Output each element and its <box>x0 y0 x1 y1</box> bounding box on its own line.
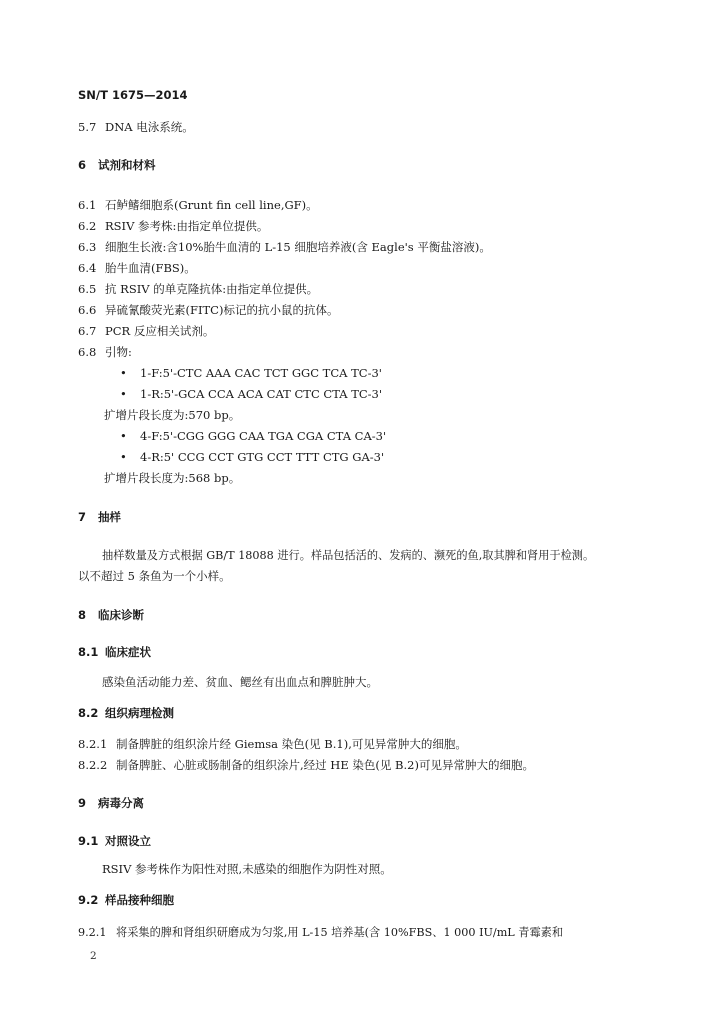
clause-text: 制备脾脏的组织涂片经 Giemsa 染色(见 B.1),可见异常肿大的细胞。 <box>116 737 467 751</box>
section-title: 抽样 <box>98 510 121 524</box>
primer-item <box>120 387 382 402</box>
clause-text: 细胞生长液:含10%胎牛血清的 L-15 细胞培养液(含 Eagle's 平衡盐溶液)。 <box>105 240 491 254</box>
paragraph-line: 感染鱼活动能力差、贫血、鳃丝有出血点和脾脏肿大。 <box>102 675 378 689</box>
clause-text: RSIV 参考株:由指定单位提供。 <box>105 219 269 233</box>
paragraph-line: 以不超过 5 条鱼为一个小样。 <box>78 569 231 583</box>
section-title: 临床诊断 <box>98 608 144 622</box>
subsection-8-2-heading <box>78 706 174 721</box>
primer-item <box>120 450 384 465</box>
subsection-number: 9.2 <box>78 893 99 907</box>
subsection-number: 8.2 <box>78 706 99 720</box>
clause-number: 9.2.1 <box>78 926 107 939</box>
amplicon-length: 扩增片段长度为:570 bp。 <box>104 408 241 422</box>
subsection-title: 样品接种细胞 <box>105 893 174 907</box>
section-9-heading <box>78 796 144 811</box>
subsection-8-1-heading <box>78 645 151 660</box>
section-number: 8 <box>78 608 87 622</box>
clause-8-2-1 <box>78 737 467 752</box>
clause-5-7 <box>78 120 194 135</box>
clause-text: 引物: <box>105 345 132 359</box>
clause-number: 6.8 <box>78 345 97 359</box>
clause-number: 5.7 <box>78 120 97 134</box>
clause-6-4 <box>78 261 196 276</box>
subsection-number: 8.1 <box>78 645 99 659</box>
clause-number: 8.2.1 <box>78 737 108 751</box>
clause-6-5 <box>78 282 318 297</box>
document-header-id: SN/T 1675—2014 <box>78 88 188 102</box>
clause-number: 6.1 <box>78 198 97 212</box>
subsection-title: 对照设立 <box>105 834 151 848</box>
clause-number: 6.6 <box>78 303 97 317</box>
primer-sequence: 1-R:5'-GCA CCA ACA CAT CTC CTA TC-3' <box>140 387 383 401</box>
paragraph-line: 抽样数量及方式根据 GB/T 18088 进行。样品包括活的、发病的、濒死的鱼,取其脾和肾用于检测。 <box>102 549 595 562</box>
clause-text: 胎牛血清(FBS)。 <box>105 261 196 275</box>
subsection-9-2-heading <box>78 893 174 908</box>
clause-6-6 <box>78 303 338 318</box>
clause-6-3 <box>78 240 491 255</box>
subsection-9-1-heading <box>78 834 151 849</box>
primer-sequence: 4-R:5' CCG CCT GTG CCT TTT CTG GA-3' <box>140 450 385 464</box>
clause-6-1 <box>78 198 318 213</box>
clause-6-8 <box>78 345 132 360</box>
clause-number: 8.2.2 <box>78 758 108 772</box>
clause-6-2 <box>78 219 268 234</box>
clause-text: 制备脾脏、心脏或肠制备的组织涂片,经过 HE 染色(见 B.2)可见异常肿大的细胞。 <box>116 758 534 772</box>
clause-text: 异硫氰酸荧光素(FITC)标记的抗小鼠的抗体。 <box>105 303 339 317</box>
subsection-number: 9.1 <box>78 834 99 848</box>
section-number: 6 <box>78 158 87 172</box>
clause-number: 6.2 <box>78 219 97 233</box>
clause-text: PCR 反应相关试剂。 <box>105 324 215 338</box>
subsection-title: 组织病理检测 <box>105 706 174 720</box>
page-number: 2 <box>90 950 97 962</box>
section-6-heading <box>78 158 156 173</box>
section-8-heading <box>78 608 144 623</box>
bullet-icon: • <box>120 366 127 380</box>
clause-number: 6.4 <box>78 261 97 275</box>
clause-text: 石鲈鳍细胞系(Grunt fin cell line,GF)。 <box>105 198 318 212</box>
primer-sequence: 4-F:5'-CGG GGG CAA TGA CGA CTA CA-3' <box>140 429 387 443</box>
clause-number: 6.5 <box>78 282 97 296</box>
paragraph-line: RSIV 参考株作为阳性对照,未感染的细胞作为阴性对照。 <box>102 862 392 876</box>
primer-sequence: 1-F:5'-CTC AAA CAC TCT GGC TCA TC-3' <box>140 366 382 380</box>
clause-9-2-1 <box>78 925 563 940</box>
section-number: 7 <box>78 510 87 524</box>
section-number: 9 <box>78 796 87 810</box>
primer-item <box>120 366 382 381</box>
section-title: 病毒分离 <box>98 796 144 810</box>
bullet-icon: • <box>120 429 127 443</box>
clause-text: DNA 电泳系统。 <box>105 120 194 134</box>
subsection-title: 临床症状 <box>105 645 151 659</box>
section-title: 试剂和材料 <box>98 158 156 172</box>
section-7-heading <box>78 510 121 525</box>
bullet-icon: • <box>120 387 127 401</box>
primer-item <box>120 429 386 444</box>
amplicon-length: 扩增片段长度为:568 bp。 <box>104 471 241 485</box>
clause-number: 6.3 <box>78 240 97 254</box>
clause-text: 抗 RSIV 的单克隆抗体:由指定单位提供。 <box>105 282 319 296</box>
clause-8-2-2 <box>78 758 534 773</box>
clause-6-7 <box>78 324 214 339</box>
clause-number: 6.7 <box>78 324 97 338</box>
clause-text: 将采集的脾和肾组织研磨成为匀浆,用 L-15 培养基(含 10%FBS、1 000 IU/mL 青霉素和 <box>116 926 564 939</box>
bullet-icon: • <box>120 450 127 464</box>
